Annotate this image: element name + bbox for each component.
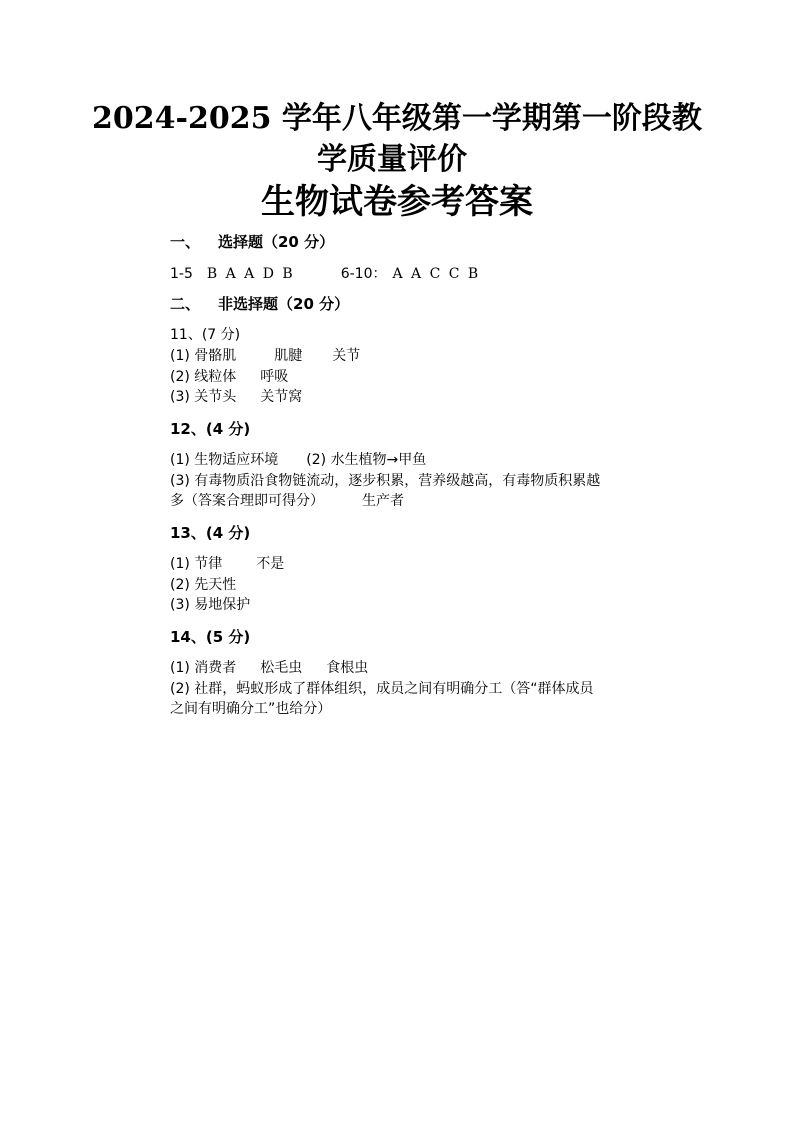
section-number: 二、 <box>170 295 201 313</box>
question-heading: 13、(4 分) <box>170 524 251 542</box>
answer-line: (2) 先天性 <box>170 577 237 593</box>
section-title: 选择题（20 分） <box>218 233 335 251</box>
answer-item: (3) 关节头 <box>170 389 237 405</box>
answer-item: (1) 消费者 <box>170 660 237 676</box>
section-heading-nonchoice <box>170 294 349 314</box>
page-subtitle: 生物试卷参考答案 <box>261 182 533 222</box>
question-heading: 12、(4 分) <box>170 420 251 438</box>
answer-line <box>170 346 360 366</box>
section-title: 非选择题（20 分） <box>218 295 350 313</box>
answer-line <box>170 491 404 511</box>
answer-item: 松毛虫 <box>260 660 303 676</box>
answers-values: A A C C B <box>392 266 481 282</box>
answer-line <box>170 658 368 678</box>
answer-item: (1) 生物适应环境 <box>170 452 279 468</box>
answer-item: (1) 骨骼肌 <box>170 348 237 364</box>
answer-item: 不是 <box>256 556 285 572</box>
answer-item: 关节 <box>332 348 361 364</box>
answer-line: (3) 易地保护 <box>170 597 251 613</box>
question-heading: 14、(5 分) <box>170 628 251 646</box>
page-title-line1: 2024-2025 学年八年级第一学期第一阶段教 <box>92 101 702 136</box>
choice-answers-row <box>170 264 480 284</box>
answers-range-label: 1-5 <box>170 266 193 282</box>
answer-item: 生产者 <box>362 493 404 509</box>
section-heading-choice <box>170 232 334 252</box>
section-number: 一、 <box>170 233 201 251</box>
answer-item: (2) 水生植物→甲鱼 <box>306 452 427 468</box>
answers-values: B A A D B <box>206 266 295 282</box>
answers-range-label: 6-10： <box>340 266 387 282</box>
answer-line <box>170 554 284 574</box>
answer-line: (3) 有毒物质沿食物链流动，逐步积累，营养级越高，有毒物质积累越 <box>170 473 601 489</box>
answer-item: 多（答案合理即可得分） <box>170 493 324 509</box>
answer-line: (2) 社群，蚂蚁形成了群体组织，成员之间有明确分工（答“群体成员 <box>170 681 594 697</box>
question-heading: 11、(7 分) <box>170 327 241 343</box>
answer-item: (1) 节律 <box>170 556 223 572</box>
answer-item: 关节窝 <box>260 389 303 405</box>
answer-item: 呼吸 <box>260 369 289 385</box>
answer-line <box>170 450 426 470</box>
answer-line <box>170 367 288 387</box>
page-title-line2: 学质量评价 <box>317 142 467 177</box>
answer-item: 肌腱 <box>274 348 303 364</box>
answer-item: (2) 线粒体 <box>170 369 237 385</box>
answer-item: 食根虫 <box>326 660 369 676</box>
answer-line: 之间有明确分工”也给分） <box>170 701 332 717</box>
answer-line <box>170 387 302 407</box>
